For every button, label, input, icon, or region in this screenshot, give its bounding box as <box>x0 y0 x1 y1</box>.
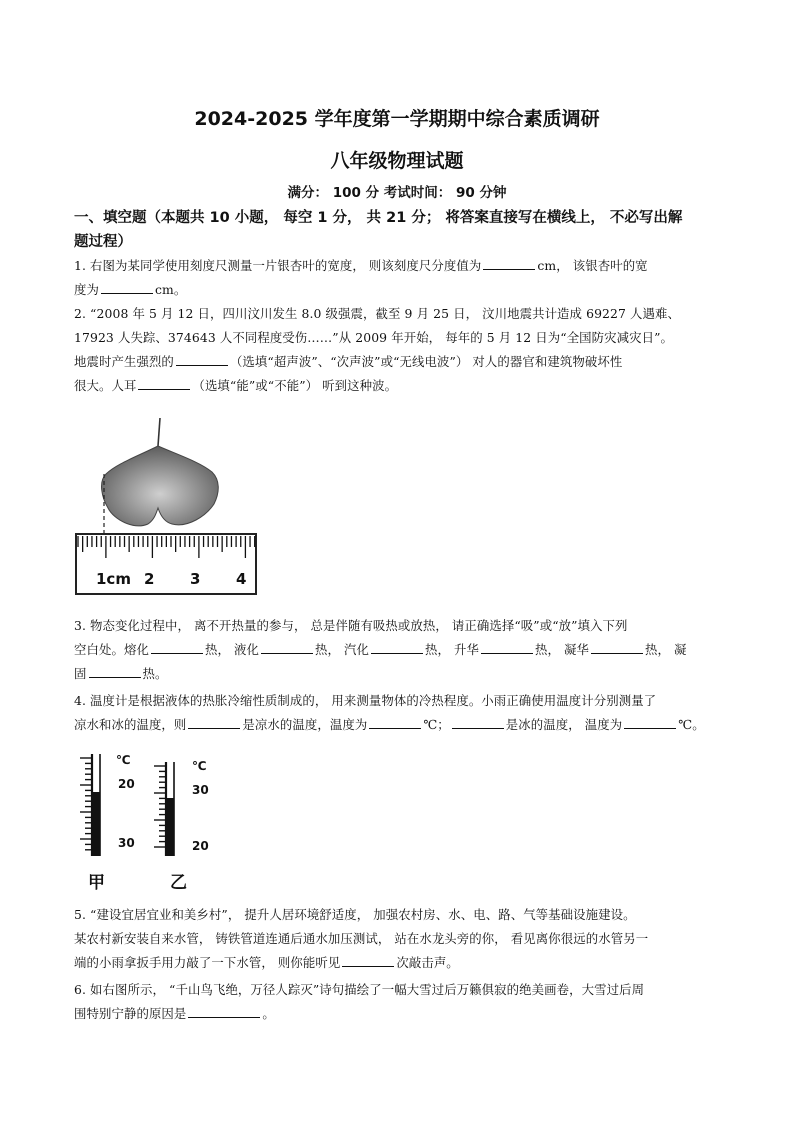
thermometer-jia <box>80 753 135 893</box>
q3-text-g: 固 <box>74 666 87 681</box>
thermometer-yi-label-top: 30 <box>192 783 209 797</box>
answer-blank[interactable] <box>483 257 535 270</box>
answer-blank[interactable] <box>101 281 153 294</box>
q2-text-b: （选填“超声波”、“次声波”或“无线电波”） 对人的器官和建筑物破坏性 <box>229 354 623 369</box>
thermometers-figure <box>70 748 230 896</box>
answer-blank[interactable] <box>89 665 141 678</box>
answer-blank[interactable] <box>188 1005 260 1018</box>
question-1 <box>74 254 726 302</box>
q4-line1: 4. 温度计是根据液体的热胀冷缩性质制成的， 用来测量物体的冷热程度。小雨正确使用温度计分别测量了 <box>74 693 657 708</box>
q4-text-e: ℃。 <box>678 717 705 732</box>
q1-text-d: cm。 <box>154 282 187 297</box>
section-heading-line2: 题过程） <box>74 234 132 250</box>
ruler-label-2: 2 <box>144 570 155 588</box>
q2-text-c: 很大。人耳 <box>74 378 137 393</box>
q1-text-a: 1. 右图为某同学使用刻度尺测量一片银杏叶的宽度， 则该刻度尺分度值为 <box>74 258 482 273</box>
thermometer-yi-label-bottom: 20 <box>192 839 209 853</box>
thermometer-jia-label-bottom: 30 <box>118 836 135 850</box>
question-5 <box>74 903 726 975</box>
thermometer-jia-ticks <box>80 758 92 850</box>
q5-text-b: 次敲击声。 <box>396 955 459 970</box>
q2-line2: 17923 人失踪、374643 人不同程度受伤……”从 2009 年开始， 每年的 5 月 12 日为“全国防灾减灾日”。 <box>74 330 674 345</box>
q4-text-b: 是凉水的温度，温度为 <box>242 717 368 732</box>
question-2 <box>74 302 726 398</box>
q2-text-a: 地震时产生强烈的 <box>74 354 174 369</box>
answer-blank[interactable] <box>452 716 504 729</box>
q1-text-b: cm， 该银杏叶的宽 <box>537 258 648 273</box>
answer-blank[interactable] <box>138 377 190 390</box>
q3-line1: 3. 物态变化过程中， 离不开热量的参与， 总是伴随有吸热或放热， 请正确选择“吸”或“放”填入下列 <box>74 618 628 633</box>
answer-blank[interactable] <box>369 716 421 729</box>
q3-text-e: 热， 凝华 <box>535 642 590 657</box>
q3-text-c: 热， 汽化 <box>314 642 369 657</box>
q5-line1: 5. “建设宜居宜业和美乡村”， 提升人居环境舒适度， 加强农村房、水、电、路、气等基础设施建设。 <box>74 907 636 922</box>
q2-line1: 2. “2008 年 5 月 12 日，四川汶川发生 8.0 级强震，截至 9 月 25 日， 汶川地震共计造成 69227 人遇难、 <box>74 306 680 321</box>
ginkgo-ruler-figure <box>68 408 268 598</box>
question-4 <box>74 689 726 737</box>
ruler-label-1cm: 1cm <box>96 570 131 588</box>
answer-blank[interactable] <box>151 641 203 654</box>
answer-blank[interactable] <box>371 641 423 654</box>
q2-text-d: （选填“能”或“不能”） 听到这种波。 <box>192 378 398 393</box>
q1-text-c: 度为 <box>74 282 99 297</box>
thermometer-jia-liquid <box>92 792 100 856</box>
exam-title: 2024-2025 学年度第一学期期中综合素质调研 <box>194 108 600 130</box>
answer-blank[interactable] <box>176 353 228 366</box>
q6-text-b: 。 <box>262 1006 275 1021</box>
section-heading <box>74 206 734 254</box>
answer-blank[interactable] <box>591 641 643 654</box>
answer-blank[interactable] <box>261 641 313 654</box>
q3-text-f: 热， 凝 <box>645 642 687 657</box>
q4-text-a: 凉水和冰的温度，则 <box>74 717 187 732</box>
q4-text-d: 是冰的温度， 温度为 <box>505 717 623 732</box>
thermometer-yi-unit: ℃ <box>192 759 207 773</box>
ginkgo-leaf <box>102 446 219 526</box>
q3-text-b: 热， 液化 <box>204 642 259 657</box>
ruler-label-3: 3 <box>190 570 201 588</box>
q3-text-h: 热。 <box>142 666 168 681</box>
thermometer-yi-ticks <box>154 766 166 847</box>
ruler-label-4: 4 <box>236 570 247 588</box>
thermometer-jia-unit: ℃ <box>116 753 131 767</box>
q5-text-a: 端的小雨拿扳手用力敲了一下水管， 则你能听见 <box>74 955 341 970</box>
thermometer-yi-name: 乙 <box>170 873 187 893</box>
exam-subtitle: 八年级物理试题 <box>330 150 464 172</box>
thermometer-yi-liquid <box>166 798 174 856</box>
section-heading-line1: 一、填空题（本题共 10 小题， 每空 1 分， 共 21 分； 将答案直接写在横线上， 不必写出解 <box>74 210 683 226</box>
answer-blank[interactable] <box>188 716 240 729</box>
score-time-line: 满分： 100 分 考试时间： 90 分钟 <box>287 185 507 201</box>
q5-line2: 某农村新安装自来水管， 铸铁管道连通后通水加压测试， 站在水龙头旁的你， 看见离你很远的水管另一 <box>74 931 649 946</box>
question-6 <box>74 978 726 1026</box>
q6-line1: 6. 如右图所示， “千山鸟飞绝，万径人踪灭”诗句描绘了一幅大雪过后万籁俱寂的绝美画卷，大雪过后周 <box>74 982 645 997</box>
q6-text-a: 围特别宁静的原因是 <box>74 1006 187 1021</box>
q3-text-d: 热， 升华 <box>424 642 479 657</box>
thermometer-yi <box>154 759 209 893</box>
q3-text-a: 空白处。熔化 <box>74 642 149 657</box>
ginkgo-leaf-stem <box>158 418 160 446</box>
answer-blank[interactable] <box>481 641 533 654</box>
question-3 <box>74 614 726 686</box>
answer-blank[interactable] <box>624 716 676 729</box>
q4-text-c: ℃； <box>423 717 450 732</box>
thermometer-jia-name: 甲 <box>88 873 105 893</box>
answer-blank[interactable] <box>342 954 394 967</box>
thermometer-jia-label-top: 20 <box>118 777 135 791</box>
